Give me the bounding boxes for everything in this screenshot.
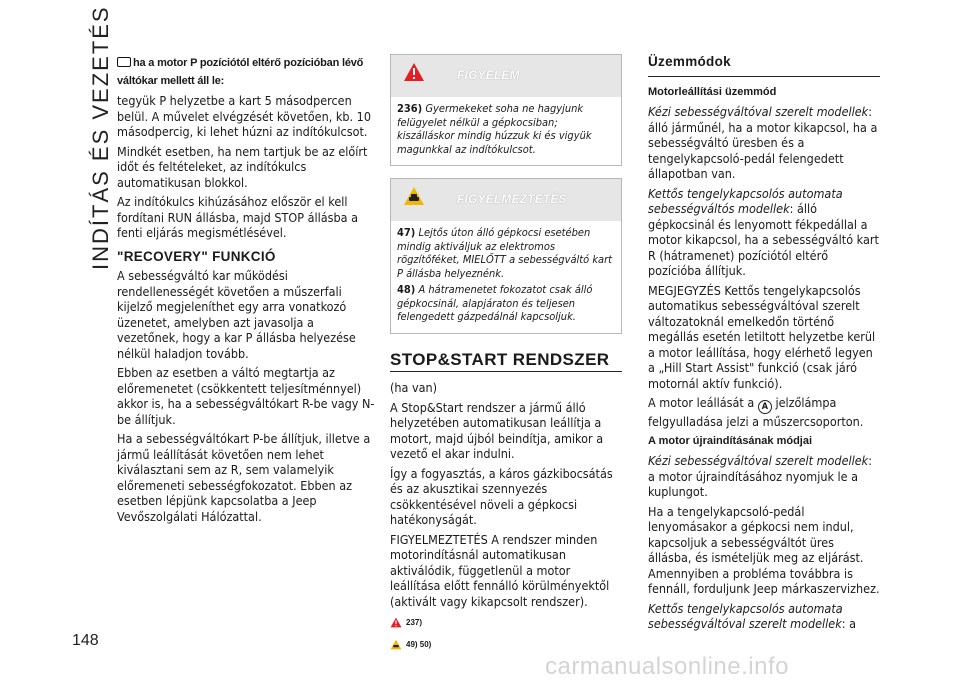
subheading: A motor újraindításának módjai <box>648 434 813 447</box>
stop-start-heading: STOP&START RENDSZER <box>390 352 622 373</box>
paragraph: Kézi sebességváltóval szerelt modellek: álló járműnél, ha a motor kikapcsol, ha a sebességváltó üresben és a tengelykapcsoló-pedál felengedett állapotban van. <box>648 104 878 181</box>
warning-number: 236) <box>397 102 423 115</box>
caution-number: 47) <box>397 226 416 239</box>
paragraph: Az indítókulcs kihúzásához először el kell fordítani RUN állásba, majd STOP állásba a fenti eljárás megismétlésével. <box>117 194 358 240</box>
paragraph: Ha a tengelykapcsoló-pedál lenyomásakor a gépkocsi nem indul, kapcsoljuk a sebességváltót üres állásba, és ismételjük meg az eljárást. Amennyiben a probléma továbbra is fennáll, forduljunk Jeep márkaszervizhez. <box>648 503 880 596</box>
warning-body <box>391 97 621 165</box>
paragraph: Ebben az esetben a váltó megtartja az előremenetet (csökkentett teljesítménnyel) akkor is, ha a sebességváltókart R-be vagy N-be állítjuk. <box>117 365 375 427</box>
paragraph: Kettős tengelykapcsolós automata sebességváltóval szerelt modellek: a <box>648 600 857 631</box>
paragraph: A sebességváltó kar működési rendellenességét követően a műszerfali kijelző megjeleníthet egy arra vonatkozó üzenetet, amelyben azt javasolja a vezetőnek, hogy a kar P állásba helyezése nélkül haladjon tovább. <box>117 268 356 361</box>
caution-label: FIGYELMEZTETÉS <box>457 194 567 206</box>
warning-reference: 237) <box>390 615 622 631</box>
car-caution-icon <box>403 186 425 206</box>
paragraph: Így a fogyasztás, a káros gázkibocsátás és az akusztikai szennyezés csökkentésével növeli a gépkocsi hatékonyságát. <box>390 465 613 527</box>
warning-triangle-icon <box>390 617 402 628</box>
paragraph: Kézi sebességváltóval szerelt modellek: a motor újraindításához nyomjuk le a kuplungot. <box>648 453 872 499</box>
section-side-title: INDÍTÁS ÉS VEZETÉS <box>88 5 113 270</box>
paragraph: A Stop&Start rendszer a jármű álló helyzetében automatikusan leállítja a motort, majd újból beindítja, amikor a vezető el akar indulni. <box>390 399 604 461</box>
modes-heading: Üzemmódok <box>648 54 880 77</box>
document-icon <box>117 57 131 67</box>
column-middle <box>390 54 622 652</box>
warning-box <box>390 54 622 166</box>
paragraph: FIGYELMEZTETÉS A rendszer minden motorindításnál automatikusan aktiválódik, függetlenül a motor leállítása előtt fennálló körülményektől (aktivált vagy kikapcsolt rendszer). <box>390 531 610 609</box>
caution-reference: 49) 50) <box>390 637 622 653</box>
caution-text: Lejtős úton álló gépkocsi esetében mindig aktiváljuk az elektromos rögzítőféket, MIELŐTT a sebességváltó kart P állásba helyeznénk. <box>397 226 613 280</box>
recovery-heading: "RECOVERY" FUNKCIÓ <box>117 248 276 264</box>
warning-label: FIGYELEM <box>457 70 520 82</box>
intro-heading: ha a motor P pozíciótól eltérő pozícióban lévő váltókar mellett áll le: <box>117 57 364 87</box>
page-number: 148 <box>72 632 99 649</box>
paragraph: Mindkét esetben, ha nem tartjuk be az előírt időt és feltételeket, az indítókulcs automatikusan blokkol. <box>117 143 368 190</box>
column-right <box>648 54 880 636</box>
stop-start-lamp-icon: A <box>758 400 772 414</box>
caution-number: 48) <box>397 283 416 296</box>
warning-text: Gyermekeket soha ne hagyjunk felügyelet nélkül a gépkocsiban; kiszálláskor mindig húzzuk ki és vigyük magunkkal az indítókulcsot. <box>397 102 592 156</box>
paragraph: tegyük P helyzetbe a kart 5 másodpercen belül. A művelet elvégzését követően, kb. 10 másodpercig, ki lehet húzni az indítókulcsot. <box>117 93 371 139</box>
paragraph: (ha van) <box>390 380 438 395</box>
paragraph: Ha a sebességváltókart P-be állítjuk, illetve a jármű leállítását követően nem lehet kiválasztani sem az R, sem valamelyik előremeneti sebességfokozatot. Ebben az esetben lépjünk kapcsolatba a Jeep Vevőszolgálati Hálózattal. <box>117 431 371 524</box>
column-left <box>117 54 379 528</box>
paragraph: A motor leállását a A jelzőlámpa felgyulladása jelzi a műszercsoporton. <box>648 395 864 429</box>
caution-box <box>390 178 622 334</box>
warning-header <box>391 55 621 97</box>
warning-triangle-icon <box>403 62 425 82</box>
subheading: Motorleállítási üzemmód <box>648 85 777 98</box>
watermark: carmanualsonline.info <box>545 653 789 680</box>
paragraph: MEGJEGYZÉS Kettős tengelykapcsolós automatikus sebességváltóval szerelt változatoknál emelkedőn történő megállás esetén letiltott helyzetbe kerül a motor leállítása, hogy elérhető legyen a „Hill Start Assist" funkció (csak járó motornál aktív funkció). <box>648 282 876 391</box>
caution-header <box>391 179 621 221</box>
caution-text: A hátramenetet fokozatot csak álló gépkocsinál, alapjáraton és teljesen felengedett gázpedálnál kapcsoljuk. <box>397 283 593 323</box>
paragraph: Kettős tengelykapcsolós automata sebességváltós modellek: álló gépkocsinál és lenyomott fékpedállal a motor kikapcsol, ha a sebességváltó kart R (hátramenet) pozíciótól eltérő pozícióba állítjuk. <box>648 185 879 278</box>
caution-body <box>391 221 621 333</box>
car-caution-icon <box>390 639 402 650</box>
